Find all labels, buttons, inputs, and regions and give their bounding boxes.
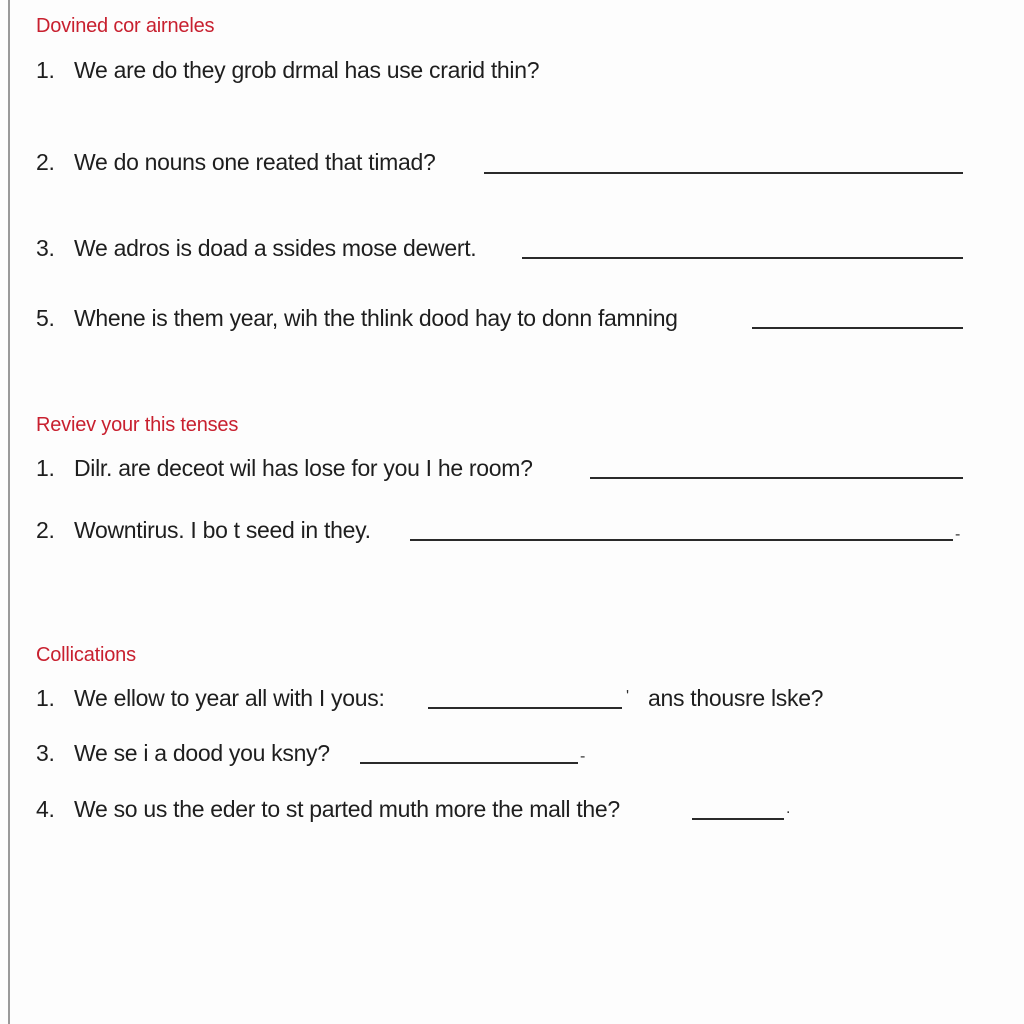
- question-text: We se i a dood you ksny?: [74, 740, 330, 766]
- question-number: 2.: [36, 149, 55, 175]
- section-heading-1: Dovined cor airneles: [36, 15, 215, 37]
- answer-blank-3-3[interactable]: [360, 762, 578, 764]
- question-text: We so us the eder to st parted muth more the mall the?: [74, 796, 620, 822]
- answer-blank-1-5[interactable]: [752, 327, 963, 329]
- question-2-2: [36, 517, 371, 543]
- section-heading-2: Reviev your this tenses: [36, 414, 239, 436]
- answer-blank-2-1[interactable]: [590, 477, 963, 479]
- answer-blank-1-3[interactable]: [522, 257, 963, 259]
- question-text: We are do they grob drmal has use crarid thin?: [74, 57, 540, 83]
- question-number: 3.: [36, 235, 55, 261]
- question-text: Dilr. are deceot wil has lose for you I he room?: [74, 455, 533, 481]
- answer-blank-1-2[interactable]: [484, 172, 963, 174]
- question-number: 1.: [36, 685, 55, 711]
- question-text: We do nouns one reated that timad?: [74, 149, 436, 175]
- question-number: 3.: [36, 740, 55, 766]
- question-3-1: [36, 685, 385, 711]
- question-text: We adros is doad a ssides mose dewert.: [74, 235, 477, 261]
- question-1-2: [36, 149, 435, 175]
- page-left-border: [8, 0, 10, 1024]
- question-3-4: [36, 796, 620, 822]
- question-text: Whene is them year, wih the thlink dood hay to donn famning: [74, 305, 678, 331]
- question-number: 4.: [36, 796, 55, 822]
- answer-blank-2-2[interactable]: [410, 539, 953, 541]
- answer-blank-3-4[interactable]: [692, 818, 784, 820]
- question-text: Wowntirus. I bo t seed in they.: [74, 517, 371, 543]
- section-heading-3: Collications: [36, 644, 136, 666]
- question-1-3: [36, 235, 476, 261]
- question-3-1-continuation: ans thousre lske?: [648, 685, 824, 711]
- question-number: 5.: [36, 305, 55, 331]
- question-2-1: [36, 455, 533, 481]
- question-1-5: [36, 305, 678, 331]
- question-number: 2.: [36, 517, 55, 543]
- blank-end-mark: -: [955, 526, 961, 543]
- question-number: 1.: [36, 57, 55, 83]
- question-number: 1.: [36, 455, 55, 481]
- answer-blank-3-1[interactable]: [428, 707, 622, 709]
- question-text: We ellow to year all with I yous:: [74, 685, 385, 711]
- question-3-3: [36, 740, 330, 766]
- blank-end-mark: ': [626, 688, 630, 705]
- blank-end-mark: .: [786, 800, 791, 817]
- question-1-1: [36, 57, 539, 83]
- blank-end-mark: -: [580, 748, 586, 765]
